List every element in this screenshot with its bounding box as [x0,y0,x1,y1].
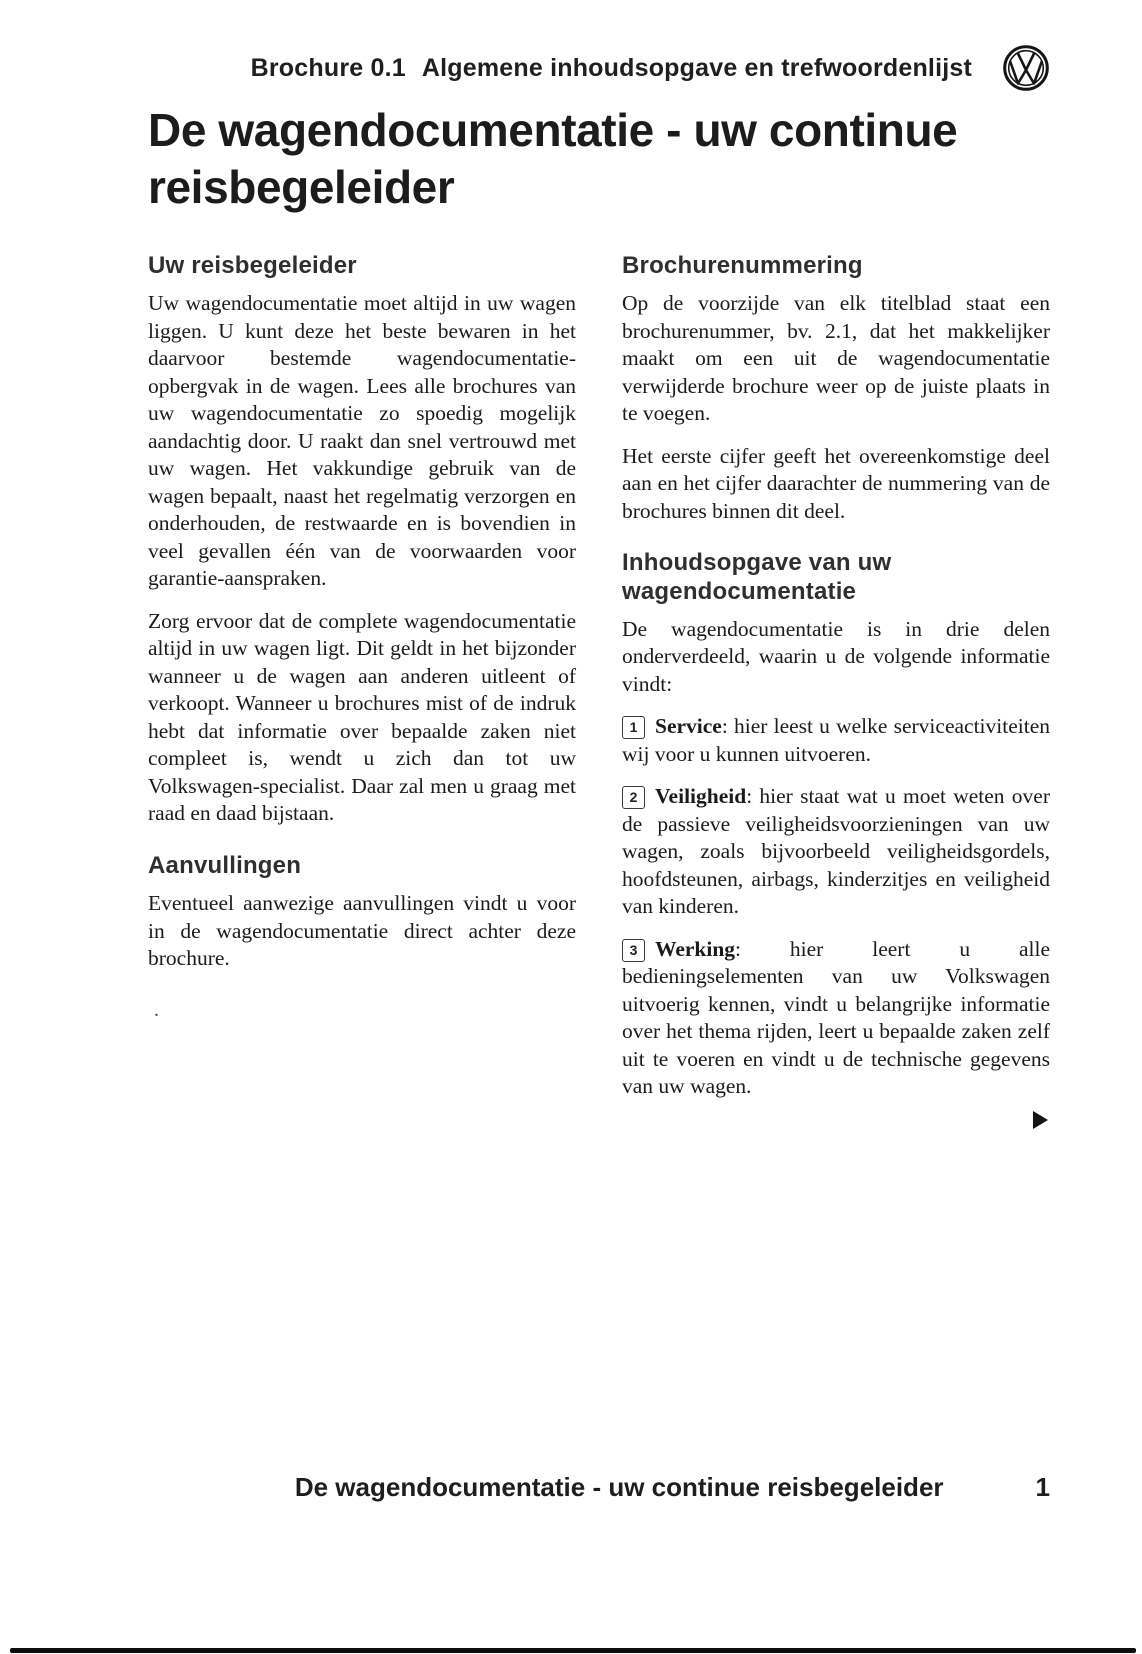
page-header [148,44,1050,92]
page-number: 1 [1035,1472,1050,1502]
list-item-term: Werking [655,936,736,961]
volkswagen-logo-icon [1002,44,1050,92]
list-item-text: : hier staat wat u moet weten over de passieve veiligheidsvoorzieningen van uw wagen, zoals bijvoorbeeld veiligheidsgordels, hoofdsteunen, airbags, kinderzitjes en veiligheid van kinderen. [622,784,1050,919]
paragraph: Uw wagendocumentatie moet altijd in uw wagen liggen. U kunt deze het beste bewaren in het daarvoor bestemde wagendocumentatie-opbergvak in de wagen. Lees alle brochures van uw wagendocumentatie zo spoedig mogelijk aandachtig door. U raakt dan snel vertrouwd met uw wagen. Het vakkundige gebruik van de wagen bepaalt, naast het regelmatig verzorgen en onderhouden, de restwaarde en is bovendien in veel gevallen één van de voorwaarden voor garantie-aanspraken. [148,291,576,591]
continuation-arrow-icon [1033,1111,1048,1129]
list-item-text: : hier leest u welke serviceactiviteiten wij voor u kunnen uitvoeren. [622,714,1050,766]
number-box-icon: 2 [622,786,645,809]
list-item-veiligheid [622,783,1050,921]
brochure-number-label: Brochure 0.1 [250,53,406,82]
content-columns [148,250,1050,1116]
paragraph: Op de voorzijde van elk titelblad staat een brochurenummer, bv. 2.1, dat het makkelijker maakt om een uit de wagendocumentatie verwijderde brochure weer op de juiste plaats in te voegen. [622,291,1050,426]
paragraph: Het eerste cijfer geeft het overeenkomstige deel aan en het cijfer daarachter de nummering van de brochures binnen dit deel. [622,443,1050,523]
paragraph: De wagendocumentatie is in drie delen onderverdeeld, waarin u de volgende informatie vindt: [622,616,1050,696]
list-item-term: Veiligheid [655,784,747,809]
left-column [148,250,576,1116]
number-box-icon: 3 [622,939,645,962]
header-subtitle: Algemene inhoudsopgave en trefwoordenlijst [421,53,972,82]
list-item-term: Service [655,714,722,739]
page-title: De wagendocumentatie - uw continue reisbegeleider [148,104,958,214]
paragraph: Eventueel aanwezige aanvullingen vindt u voor in de wagendocumentatie direct achter deze brochure. [148,891,576,971]
section-heading-reisbegeleider: Uw reisbegeleider [148,252,357,279]
page-footer [148,1472,1050,1503]
section-heading-inhoudsopgave: Inhoudsopgave van uw wagendocumentatie [622,549,892,605]
number-box-icon: 1 [622,716,645,739]
list-item-service [622,713,1050,768]
scan-edge-artifact [10,1648,1136,1653]
right-column [622,250,1050,1116]
header-title [251,54,972,83]
paragraph: Zorg ervoor dat de complete wagendocumentatie altijd in uw wagen ligt. Dit geldt in het bijzonder wanneer u de wagen aan anderen uitleent of verkoopt. Wanneer u brochures mist of de indruk hebt dat informatie over bepaalde zaken niet compleet is, wendt u zich dan tot uw Volkswagen-specialist. Daar zal men u graag met raad en daad bijstaan. [148,608,576,826]
list-item-text: : hier leert u alle bedieningselementen van uw Volkswagen uitvoerig kennen, vindt u belangrijke informatie over het thema rijden, leert u bepaalde zaken zelf uit te voeren en vindt u de technische gegevens van uw wagen. [622,936,1050,1099]
section-heading-aanvullingen: Aanvullingen [148,851,302,879]
footer-title: De wagendocumentatie - uw continue reisbegeleider [294,1472,944,1502]
stray-scan-mark: . [154,998,159,1021]
section-heading-brochurenummering: Brochurenummering [622,252,863,279]
list-item-werking [622,936,1050,1101]
